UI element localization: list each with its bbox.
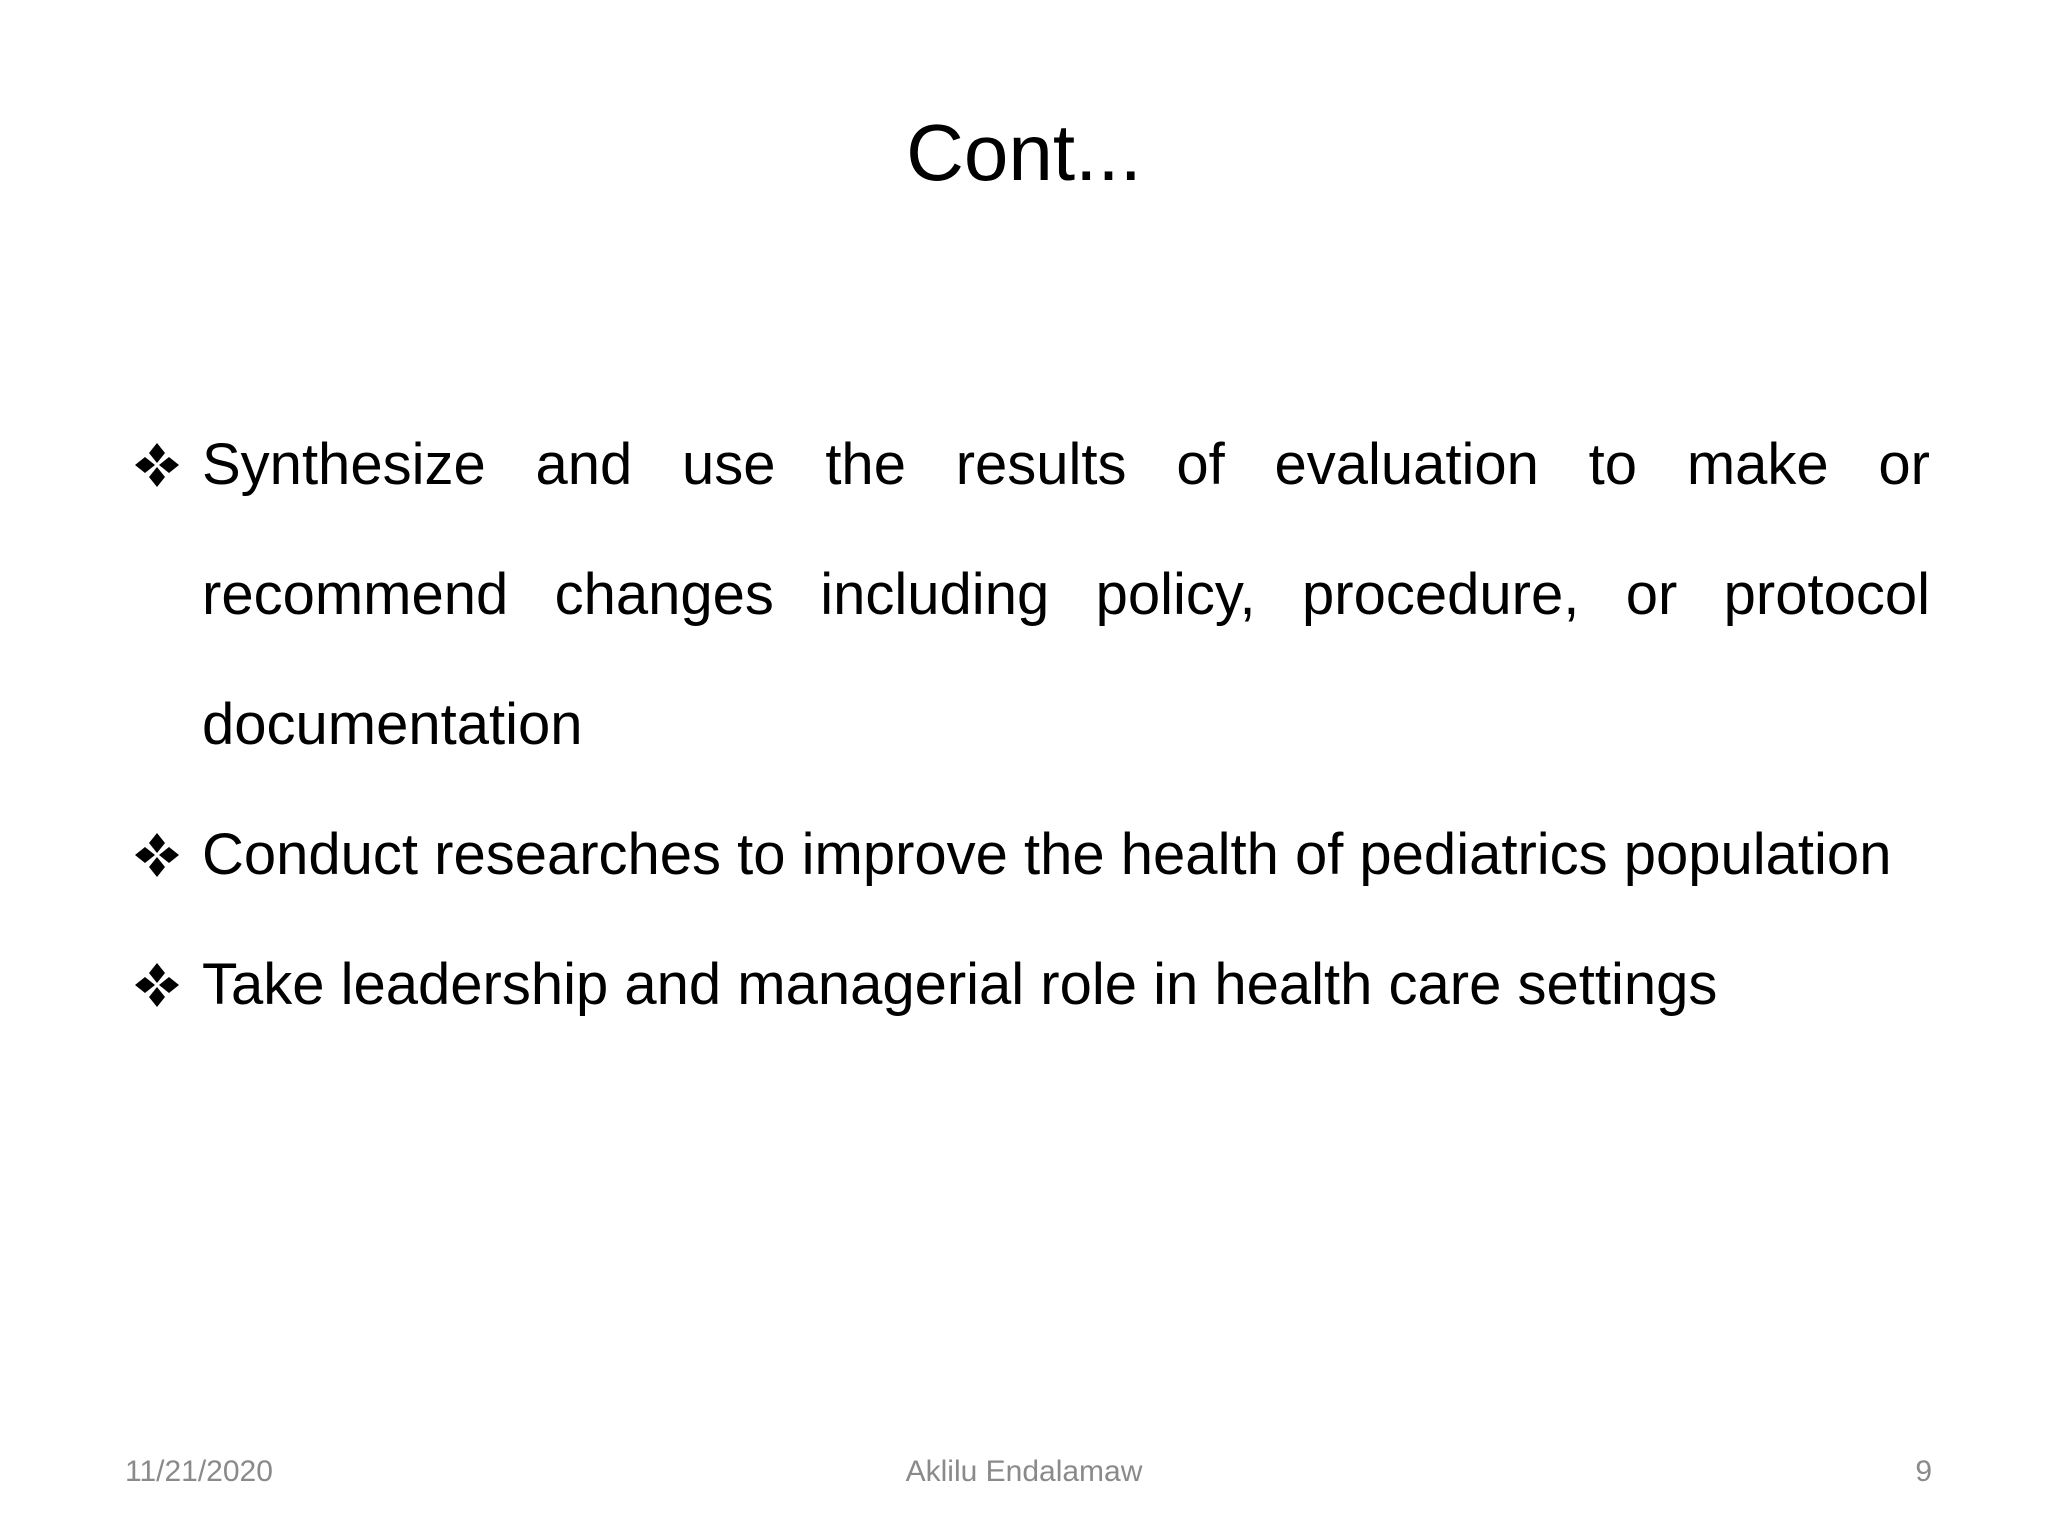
diamond-bullet-icon [130,400,184,530]
slide-title: Cont... [906,108,1142,197]
footer-date: 11/21/2020 [125,1455,273,1488]
bullet-text: Synthesize and use the results of evaluation to make or recommend changes including policy, procedure, or protocol documentation [202,432,1930,757]
diamond-bullet-icon [130,790,184,920]
footer-author: Aklilu Endalamaw [905,1455,1143,1488]
bullet-item [130,920,1930,1050]
footer-page-number: 9 [1915,1455,1932,1488]
bullet-list [130,400,1930,1050]
bullet-item [130,790,1930,920]
bullet-item [130,400,1930,790]
bullet-text: Conduct researches to improve the health of pediatrics population [202,822,1892,887]
bullet-text: Take leadership and managerial role in health care settings [202,952,1718,1017]
diamond-bullet-icon [130,920,184,1050]
